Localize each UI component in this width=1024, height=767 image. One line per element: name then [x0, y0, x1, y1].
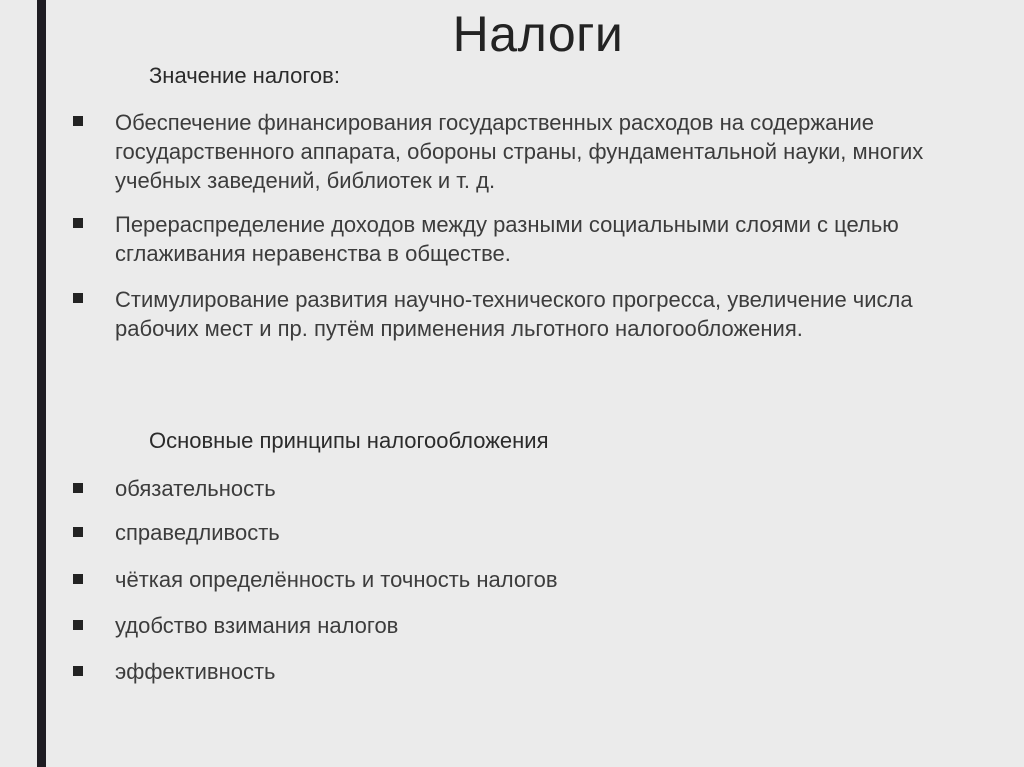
list-item-text: удобство взимания налогов	[115, 613, 399, 638]
square-bullet-icon	[72, 483, 84, 495]
square-bullet-icon	[72, 620, 84, 632]
square-bullet-icon	[72, 218, 84, 230]
section-heading-principles: Основные принципы налогообложения	[149, 428, 549, 453]
list-item-text: справедливость	[115, 520, 280, 545]
square-bullet-icon	[72, 116, 84, 128]
square-bullet-icon	[72, 666, 84, 678]
list-item	[72, 108, 1002, 195]
list-item	[72, 612, 1002, 640]
list-item-text: Перераспределение доходов между разными социальными слоями с целью сглаживания неравенства в обществе.	[115, 212, 899, 266]
list-item-text: чёткая определённость и точность налогов	[115, 567, 558, 592]
list-item	[72, 658, 1002, 686]
section-heading-importance: Значение налогов:	[149, 63, 340, 88]
square-bullet-icon	[72, 527, 84, 539]
square-bullet-icon	[72, 293, 84, 305]
list-item	[72, 566, 1002, 594]
list-item-text: Обеспечение финансирования государственных расходов на содержание государственного аппарата, обороны страны, фундаментальной науки, многих учебных заведений, библиотек и т. д.	[115, 110, 924, 193]
list-item	[72, 475, 1002, 503]
slide-title: Налоги	[452, 6, 624, 62]
left-accent-bar	[37, 0, 46, 767]
list-item-text: эффективность	[115, 659, 276, 684]
list-item	[72, 210, 1002, 268]
list-item-text: обязательность	[115, 476, 276, 501]
list-item	[72, 519, 1002, 547]
square-bullet-icon	[72, 574, 84, 586]
list-item-text: Стимулирование развития научно-технического прогресса, увеличение числа рабочих мест и пр. путём применения льготного налогообложения.	[115, 287, 913, 341]
list-item	[72, 285, 1002, 343]
